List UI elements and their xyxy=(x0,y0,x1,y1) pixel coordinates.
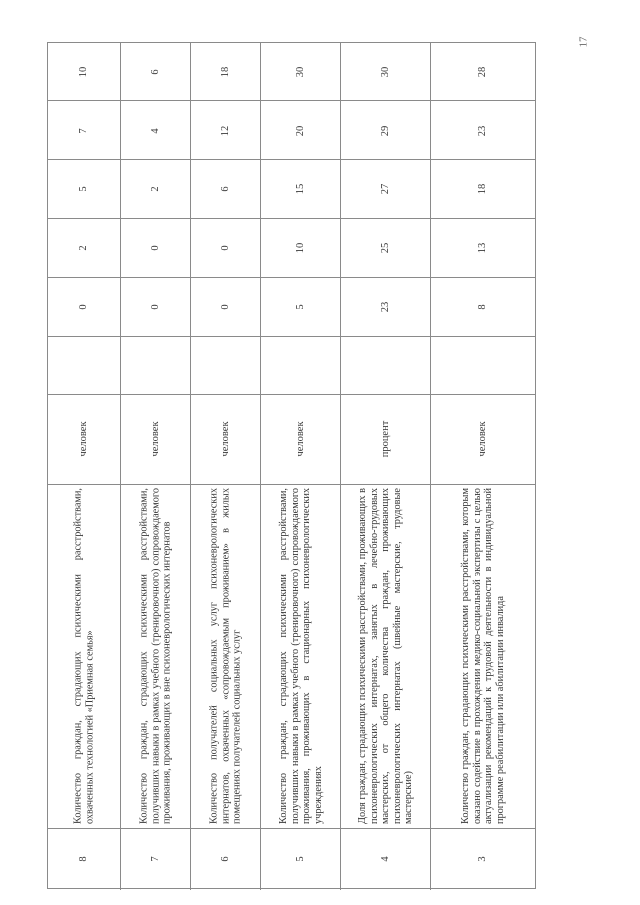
table-row xyxy=(191,43,261,890)
row-number: 4 xyxy=(379,856,391,862)
value-year-2: 10 xyxy=(294,242,306,254)
page-number: 17 xyxy=(577,36,590,48)
value-year-5: 10 xyxy=(78,66,89,78)
description-cell: Количество граждан, страдающих психическими расстройствами, которым оказано содействие в прохождении медико-социальной экспертизы с целью актуализации рекомендаций к трудовой деятельности в индивидуальной программе реабилитации или абилитации инвалида xyxy=(459,488,506,824)
unit-cell: процент xyxy=(379,420,391,458)
row-number: 5 xyxy=(294,856,306,862)
value-year-1: 23 xyxy=(379,301,391,313)
indicators-table xyxy=(47,42,536,889)
value-year-4: 23 xyxy=(477,125,488,137)
row-number: 6 xyxy=(219,856,231,862)
value-year-5: 18 xyxy=(219,66,231,78)
value-year-2: 2 xyxy=(78,245,89,251)
value-year-2: 0 xyxy=(149,245,161,251)
value-year-3: 27 xyxy=(379,183,391,195)
table-row xyxy=(431,43,535,890)
table-row xyxy=(341,43,431,890)
value-year-1: 5 xyxy=(294,304,306,310)
description-cell: Количество получателей социальных услуг психоневрологических интернатов, охваченных «сопровождаемым проживанием» в жилых помещениях получателей социальных услуг xyxy=(208,488,243,824)
value-year-1: 0 xyxy=(149,304,161,310)
value-year-1: 0 xyxy=(219,304,231,310)
row-number: 7 xyxy=(149,856,161,862)
value-year-2: 0 xyxy=(219,245,231,251)
value-year-2: 25 xyxy=(379,242,391,254)
value-year-3: 15 xyxy=(294,183,306,195)
unit-cell: человек xyxy=(477,421,488,457)
description-cell: Количество граждан, страдающих психическими расстройствами, получивших навыки в рамках учебного (тренировочного) сопровождаемого проживания, проживающих в вне психоневрологических интернатов xyxy=(138,488,173,824)
value-year-4: 4 xyxy=(149,128,161,134)
value-year-4: 7 xyxy=(78,128,89,134)
unit-cell: человек xyxy=(294,421,306,457)
value-year-5: 30 xyxy=(379,66,391,78)
row-number: 3 xyxy=(477,856,488,862)
unit-cell: человек xyxy=(78,421,89,457)
table-row xyxy=(261,43,341,890)
table-row xyxy=(48,43,121,890)
value-year-5: 28 xyxy=(477,66,488,78)
description-cell: Количество граждан, страдающих психическими расстройствами, охваченных технологией «Приемная семья» xyxy=(72,488,95,824)
description-cell: Количество граждан, страдающих психическими расстройствами, получивших навыки в рамках учебного (тренировочного) сопровождаемого проживания, проживающих в стационарных психоневрологических учреждениях xyxy=(277,488,324,824)
value-year-3: 18 xyxy=(477,183,488,195)
table-row xyxy=(121,43,191,890)
value-year-3: 5 xyxy=(78,186,89,192)
value-year-1: 0 xyxy=(78,304,89,310)
row-number: 8 xyxy=(78,856,89,862)
value-year-3: 2 xyxy=(149,186,161,192)
unit-cell: человек xyxy=(149,421,161,457)
unit-cell: человек xyxy=(219,421,231,457)
value-year-1: 8 xyxy=(477,304,488,310)
value-year-5: 6 xyxy=(149,69,161,75)
value-year-5: 30 xyxy=(294,66,306,78)
value-year-2: 13 xyxy=(477,242,488,254)
description-cell: Доля граждан, страдающих психическими расстройствами, проживающих в психоневрологических интернатах, занятых в лечебно-трудовых мастерских, от общего количества граждан, проживающих психоневрологических интернатах (швейные мастерские, трудовые мастерские) xyxy=(356,488,414,824)
value-year-4: 20 xyxy=(294,125,306,137)
value-year-4: 12 xyxy=(219,125,231,137)
value-year-3: 6 xyxy=(219,186,231,192)
value-year-4: 29 xyxy=(379,125,391,137)
